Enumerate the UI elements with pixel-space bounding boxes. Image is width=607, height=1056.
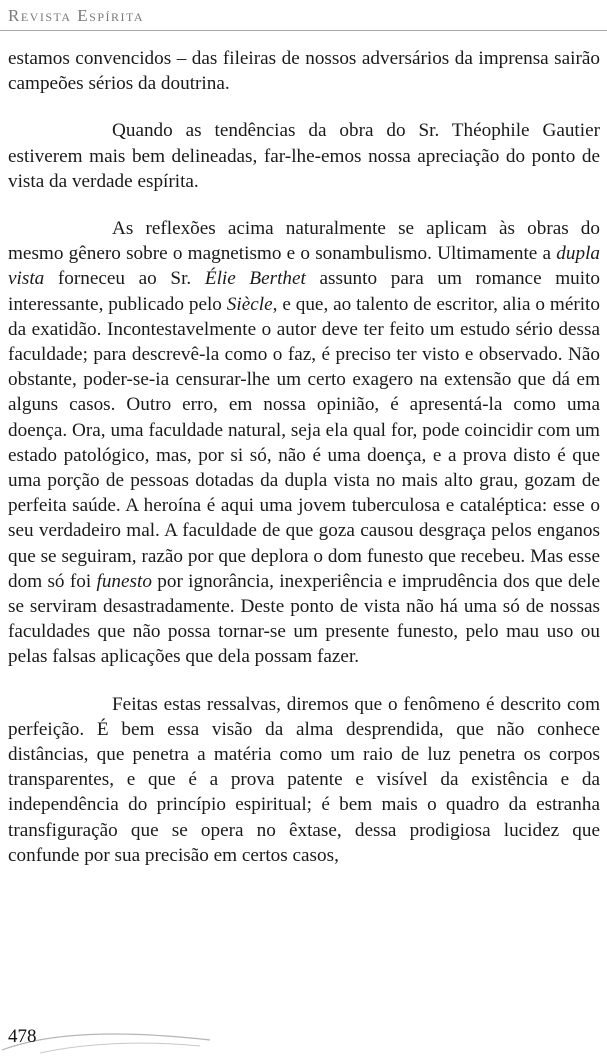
italic-text-segment: dupla vista (8, 243, 600, 290)
text-segment: assunto para um romance muito interessante, publicado pelo (8, 268, 601, 315)
paragraph (8, 118, 600, 194)
italic-text-segment: funesto (96, 570, 152, 592)
running-head-title: Revista Espírita (8, 6, 145, 25)
text-segment: As reflexões acima naturalmente se aplicam às obras do mesmo gênero sobre o magnetismo e o sonambulismo. Ultimamente a (8, 218, 600, 265)
italic-text-segment: Siècle (226, 293, 273, 315)
text-segment: por ignorância, inexperiência e imprudência dos que dele se serviram desastradamente. Deste ponto de vista não há uma só de nossas faculdades que não possa tornar-se um presente funesto, pelo mau uso ou pelas falsas aplicações que dela possam fazer. (8, 570, 600, 668)
body-text (8, 46, 600, 868)
footer-swoosh-line-2 (40, 1043, 200, 1053)
text-segment: Feitas estas ressalvas, diremos que o fenômeno é descrito com perfeição. É bem essa visão da alma desprendida, que não conhece distâncias, que penetra a matéria como um raio de luz penetra os corpos transparentes, e que é a prova patente e visível da existência e da independência do princípio espiritual; é bem mais o quadro da estranha transfiguração que se opera no êxtase, dessa prodigiosa lucidez que confunde por sua precisão em certos casos, (8, 693, 600, 866)
header-rule (0, 30, 607, 31)
paragraph (8, 692, 600, 868)
paragraph (8, 46, 600, 96)
paragraph (8, 216, 600, 670)
text-segment: estamos convencidos – das fileiras de nossos adversários da imprensa sairão campeões sérios da doutrina. (8, 48, 600, 95)
text-segment: , e que, ao talento de escritor, alia o mérito da exatidão. Incontestavelmente o autor deve ter feito um estudo sério dessa faculdade; para descrevê-la como o faz, é preciso ter visto e observado. Não obstante, poder-se-ia censurar-lhe um certo exagero na extensão que dá em alguns casos. Outro erro, em nossa opinião, é apresentá-la como uma doença. Ora, uma faculdade natural, seja ela qual for, pode coincidir com um estado patológico, mas, por si só, não é uma doença, e a prova disto é que uma porção de pessoas dotadas da dupla vista no mais alto grau, gozam de perfeita saúde. A heroína é aqui uma jovem tuberculosa e cataléptica: esse o seu verdadeiro mal. A faculdade de que goza causou desgraça pelos enganos que se seguiram, razão por que deplora o dom funesto que recebeu. Mas esse dom só foi (8, 293, 600, 592)
text-segment: forneceu ao Sr. (44, 268, 205, 290)
text-segment: Quando as tendências da obra do Sr. Théophile Gautier estiverem mais bem delineadas, far-lhe-emos nossa apreciação do ponto de vista da verdade espírita. (8, 120, 600, 192)
italic-text-segment: Élie Berthet (204, 268, 306, 290)
page-number: 478 (8, 1026, 37, 1047)
